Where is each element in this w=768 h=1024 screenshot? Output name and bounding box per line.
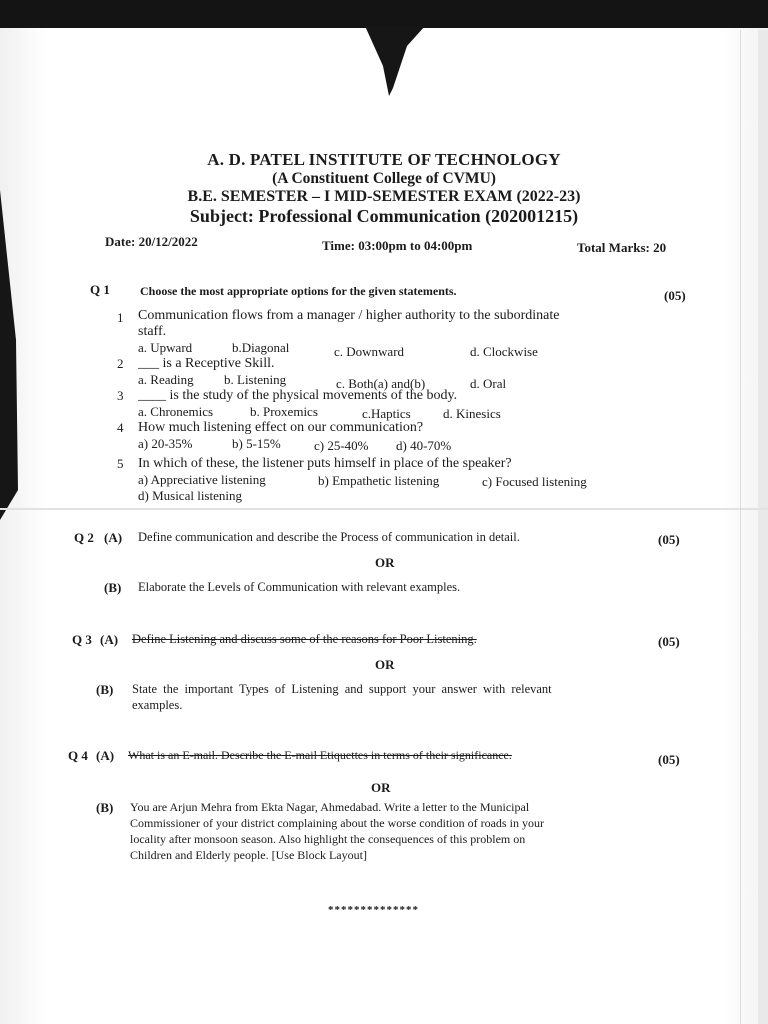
- constituent-line: (A Constituent College of CVMU): [272, 170, 496, 187]
- q1-item-question: Communication flows from a manager / higher authority to the subordinate: [138, 308, 560, 323]
- q1-item-option: c) Focused listening: [482, 474, 587, 489]
- q1-item-option: b. Proxemics: [250, 404, 318, 419]
- q3-a-text: Define Listening and discuss some of the reasons for Poor Listening.: [132, 632, 477, 646]
- q1-item-option: d. Kinesics: [443, 406, 501, 421]
- scan-border-notch: [365, 26, 425, 106]
- q4-a-label: (A): [96, 748, 115, 763]
- q1-item-number: 4: [117, 420, 124, 435]
- q4-b-text-cont: Commissioner of your district complaining about the worse condition of roads in your: [130, 816, 544, 830]
- q3-b-text: State the important Types of Listening and support your answer with relevant: [132, 682, 552, 696]
- q1-item-option: a. Chronemics: [138, 404, 214, 419]
- scan-border-top: [0, 0, 768, 28]
- institute-name: A. D. PATEL INSTITUTE OF TECHNOLOGY: [207, 150, 561, 169]
- q1-item-option: a. Upward: [138, 340, 193, 355]
- q4-a-text: What is an E-mail. Describe the E-mail Etiquettes in terms of their significance.: [128, 748, 512, 762]
- q3-marks: (05): [658, 634, 680, 649]
- q3-b-text-cont: examples.: [132, 698, 183, 712]
- q3-b-label: (B): [96, 682, 114, 697]
- q1-item-question-cont: staff.: [138, 324, 167, 339]
- q1-item-question: ___ is a Receptive Skill.: [138, 356, 275, 371]
- paper-fold-line: [0, 508, 768, 510]
- q1-item-option: d) 40-70%: [396, 438, 452, 453]
- q1-item-number: 1: [117, 310, 124, 325]
- q3-number: Q 3: [72, 632, 92, 647]
- total-marks: Total Marks: 20: [577, 240, 667, 255]
- q2-number: Q 2: [74, 530, 94, 545]
- q2-a-text: Define communication and describe the Process of communication in detail.: [138, 530, 520, 544]
- q1-item-option: c.Haptics: [362, 406, 411, 421]
- q2-b-text: Elaborate the Levels of Communication with relevant examples.: [138, 580, 461, 594]
- q1-marks: (05): [664, 288, 686, 303]
- q1-instruction: Choose the most appropriate options for the given statements.: [140, 284, 457, 298]
- q1-item-option: d. Clockwise: [470, 344, 538, 359]
- q4-b-text: You are Arjun Mehra from Ekta Nagar, Ahmedabad. Write a letter to the Municipal: [130, 800, 530, 814]
- q2-or: OR: [375, 555, 395, 570]
- q3-a-label: (A): [100, 632, 119, 647]
- q2-a-label: (A): [104, 530, 123, 545]
- q1-item-option: c. Downward: [334, 344, 405, 359]
- q2-b-label: (B): [104, 580, 122, 595]
- q1-item-option: a. Reading: [138, 372, 194, 387]
- q4-or: OR: [371, 780, 391, 795]
- q1-item-option: a) 20-35%: [138, 436, 193, 451]
- q1-item-question: ____ is the study of the physical movements of the body.: [138, 388, 458, 403]
- end-of-paper-mark: **************: [328, 904, 419, 916]
- q1-item-option: c) 25-40%: [314, 438, 369, 453]
- q1-item-option: c. Both(a) and(b): [336, 376, 426, 391]
- q4-b-label: (B): [96, 800, 114, 815]
- q1-item-number: 2: [117, 356, 124, 371]
- q4-number: Q 4: [68, 748, 88, 763]
- exam-date: Date: 20/12/2022: [105, 234, 198, 249]
- exam-title: B.E. SEMESTER – I MID-SEMESTER EXAM (2022-23): [187, 188, 581, 205]
- q1-item-option: b. Listening: [224, 372, 287, 387]
- q1-item-option: b) 5-15%: [232, 436, 281, 451]
- subject-title: Subject: Professional Communication (202001215): [189, 206, 579, 226]
- q2-marks: (05): [658, 532, 680, 547]
- q1-item-option: a) Appreciative listening: [138, 472, 266, 487]
- q1-item-number: 5: [117, 456, 124, 471]
- q3-or: OR: [375, 657, 395, 672]
- exam-time: Time: 03:00pm to 04:00pm: [322, 238, 473, 253]
- q4-b-text-cont: locality after monsoon season. Also highlight the consequences of this problem on: [130, 832, 526, 846]
- q4-marks: (05): [658, 752, 680, 767]
- q1-item-option: b.Diagonal: [232, 340, 290, 355]
- q1-item-number: 3: [117, 388, 124, 403]
- q1-item-option: d) Musical listening: [138, 488, 242, 503]
- q4-b-text-cont: Children and Elderly people. [Use Block Layout]: [130, 848, 367, 862]
- q1-item-question: In which of these, the listener puts himself in place of the speaker?: [138, 456, 512, 471]
- q1-item-option: b) Empathetic listening: [318, 473, 440, 488]
- q1-item-option: d. Oral: [470, 376, 507, 391]
- q1-item-question: How much listening effect on our communication?: [138, 420, 424, 435]
- q1-number: Q 1: [90, 282, 110, 297]
- scan-border-left: [0, 190, 18, 520]
